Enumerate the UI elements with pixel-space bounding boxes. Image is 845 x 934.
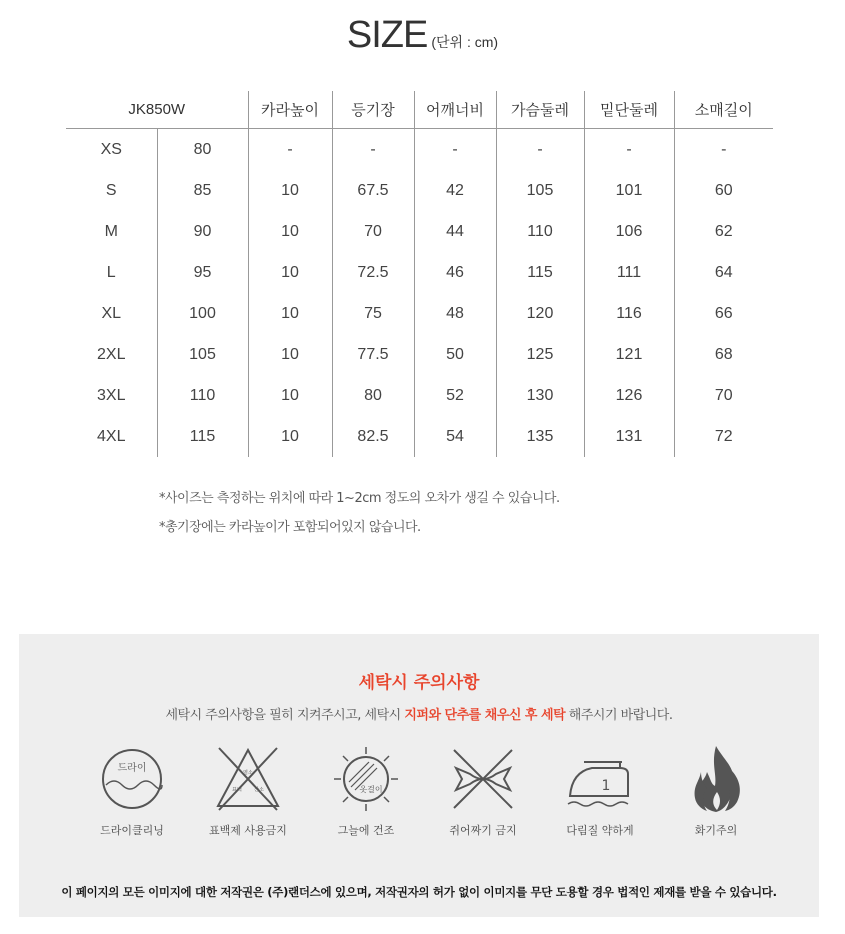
size-code-cell: S <box>105 181 117 199</box>
bleach-icon-text: 표백 <box>232 787 242 793</box>
measure-cell: 60 <box>674 170 773 211</box>
table-header-row <box>66 91 773 129</box>
care-icons <box>73 744 773 854</box>
measure-cell: 62 <box>674 211 773 252</box>
measure-cell: 72 <box>674 416 773 457</box>
no-bleach-icon <box>213 744 283 814</box>
measure-cell: - <box>414 129 496 171</box>
measure-cell: 121 <box>584 334 674 375</box>
care-item-shade-dry <box>307 744 425 838</box>
care-item-no-wring <box>424 744 542 838</box>
measure-cell: 44 <box>414 211 496 252</box>
iron-low-icon <box>562 744 638 814</box>
bleach-icon-text: 산소 <box>254 787 264 793</box>
no-wring-icon <box>448 744 518 814</box>
measure-cell: 67.5 <box>332 170 414 211</box>
measure-cell: 48 <box>414 293 496 334</box>
measure-cell: 10 <box>248 170 332 211</box>
measure-cell: 68 <box>674 334 773 375</box>
measure-cell: 135 <box>496 416 584 457</box>
care-title: 세탁시 주의사항 <box>358 673 480 693</box>
size-code-cell: XS <box>100 140 122 158</box>
measure-cell: 126 <box>584 375 674 416</box>
care-label: 드라이클리닝 <box>100 824 164 837</box>
bleach-icon-text: 염소 <box>243 770 253 776</box>
size-title <box>0 14 845 57</box>
measure-cell: 115 <box>496 252 584 293</box>
measure-cell: - <box>584 129 674 171</box>
measure-cell: 10 <box>248 293 332 334</box>
table-row <box>66 375 773 416</box>
measure-cell: - <box>674 129 773 171</box>
table-row <box>66 416 773 457</box>
measure-cell: 120 <box>496 293 584 334</box>
care-item-dry-clean <box>73 744 191 838</box>
care-subtitle <box>19 704 819 723</box>
measure-cell: 42 <box>414 170 496 211</box>
size-number-cell: 85 <box>157 170 248 211</box>
care-label: 다림질 약하게 <box>566 824 634 837</box>
measure-cell: 116 <box>584 293 674 334</box>
column-header: 가슴둘레 <box>496 91 584 129</box>
size-unit-label: (단위 : cm) <box>431 34 499 50</box>
column-header: 카라높이 <box>248 91 332 129</box>
column-header: 등기장 <box>332 91 414 129</box>
column-header: 밑단둘레 <box>584 91 674 129</box>
measure-cell: 10 <box>248 375 332 416</box>
size-number-cell: 80 <box>157 129 248 171</box>
size-code-cell: 2XL <box>97 345 126 363</box>
measure-cell: - <box>496 129 584 171</box>
measure-cell: 77.5 <box>332 334 414 375</box>
table-row <box>66 129 773 171</box>
table-row <box>66 252 773 293</box>
size-code-cell: 3XL <box>97 386 126 404</box>
column-header: 소매길이 <box>674 91 773 129</box>
size-number-cell: 100 <box>157 293 248 334</box>
measure-cell: - <box>248 129 332 171</box>
size-table <box>66 91 773 457</box>
care-subtitle-highlight: 지퍼와 단추를 채우신 후 세탁 <box>404 708 566 723</box>
measure-cell: 10 <box>248 416 332 457</box>
table-row <box>66 334 773 375</box>
note-line: *총기장에는 카라높이가 포함되어있지 않습니다. <box>159 520 421 535</box>
care-item-no-bleach <box>189 744 307 838</box>
measure-cell: 130 <box>496 375 584 416</box>
size-notes <box>159 484 560 542</box>
measure-cell: 10 <box>248 252 332 293</box>
size-title-main: SIZE <box>346 14 428 56</box>
dry-clean-icon <box>100 744 164 814</box>
care-label: 그늘에 건조 <box>337 824 395 837</box>
measure-cell: 70 <box>332 211 414 252</box>
column-header: 어깨너비 <box>414 91 496 129</box>
measure-cell: 50 <box>414 334 496 375</box>
iron-icon-text: 1 <box>601 778 611 794</box>
measure-cell: 105 <box>496 170 584 211</box>
measure-cell: 75 <box>332 293 414 334</box>
shade-dry-icon-text: 옷걸이 <box>359 785 383 794</box>
measure-cell: 46 <box>414 252 496 293</box>
measure-cell: 66 <box>674 293 773 334</box>
care-label: 화기주의 <box>694 824 738 837</box>
measure-cell: 82.5 <box>332 416 414 457</box>
table-row <box>66 170 773 211</box>
size-number-cell: 90 <box>157 211 248 252</box>
measure-cell: 110 <box>496 211 584 252</box>
model-header: JK850W <box>66 91 248 129</box>
measure-cell: 70 <box>674 375 773 416</box>
measure-cell: 64 <box>674 252 773 293</box>
measure-cell: 101 <box>584 170 674 211</box>
care-item-iron-low <box>541 744 659 838</box>
measure-cell: 125 <box>496 334 584 375</box>
fire-caution-icon <box>681 744 751 814</box>
laundry-care-section <box>19 634 819 917</box>
measure-cell: 10 <box>248 334 332 375</box>
size-number-cell: 105 <box>157 334 248 375</box>
shade-dry-icon <box>331 744 401 814</box>
size-code-cell: XL <box>101 304 122 322</box>
care-item-fire-caution <box>657 744 775 838</box>
care-label: 쥐어짜기 금지 <box>449 824 517 837</box>
size-code-cell: 4XL <box>97 427 126 445</box>
measure-cell: 106 <box>584 211 674 252</box>
dry-clean-icon-text: 드라이 <box>117 763 147 774</box>
measure-cell: 72.5 <box>332 252 414 293</box>
size-number-cell: 95 <box>157 252 248 293</box>
measure-cell: 111 <box>584 252 674 293</box>
measure-cell: 131 <box>584 416 674 457</box>
care-label: 표백제 사용금지 <box>209 824 287 837</box>
size-code-cell: M <box>104 222 118 240</box>
measure-cell: 52 <box>414 375 496 416</box>
care-subtitle-text: 세탁시 주의사항을 필히 지켜주시고, 세탁시 <box>165 708 405 723</box>
table-row <box>66 293 773 334</box>
measure-cell: 80 <box>332 375 414 416</box>
measure-cell: 54 <box>414 416 496 457</box>
copyright-notice: 이 페이지의 모든 이미지에 대한 저작권은 (주)랜더스에 있으며, 저작권자의 허가 없이 이미지를 무단 도용할 경우 법적인 제재를 받을 수 있습니다. <box>61 885 777 899</box>
size-code-cell: L <box>106 263 116 281</box>
measure-cell: 10 <box>248 211 332 252</box>
measure-cell: - <box>332 129 414 171</box>
size-number-cell: 115 <box>157 416 248 457</box>
care-subtitle-text: 해주시기 바랍니다. <box>565 708 673 723</box>
size-number-cell: 110 <box>157 375 248 416</box>
note-line: *사이즈는 측정하는 위치에 따라 1~2cm 정도의 오차가 생길 수 있습니다. <box>159 491 560 506</box>
table-row <box>66 211 773 252</box>
